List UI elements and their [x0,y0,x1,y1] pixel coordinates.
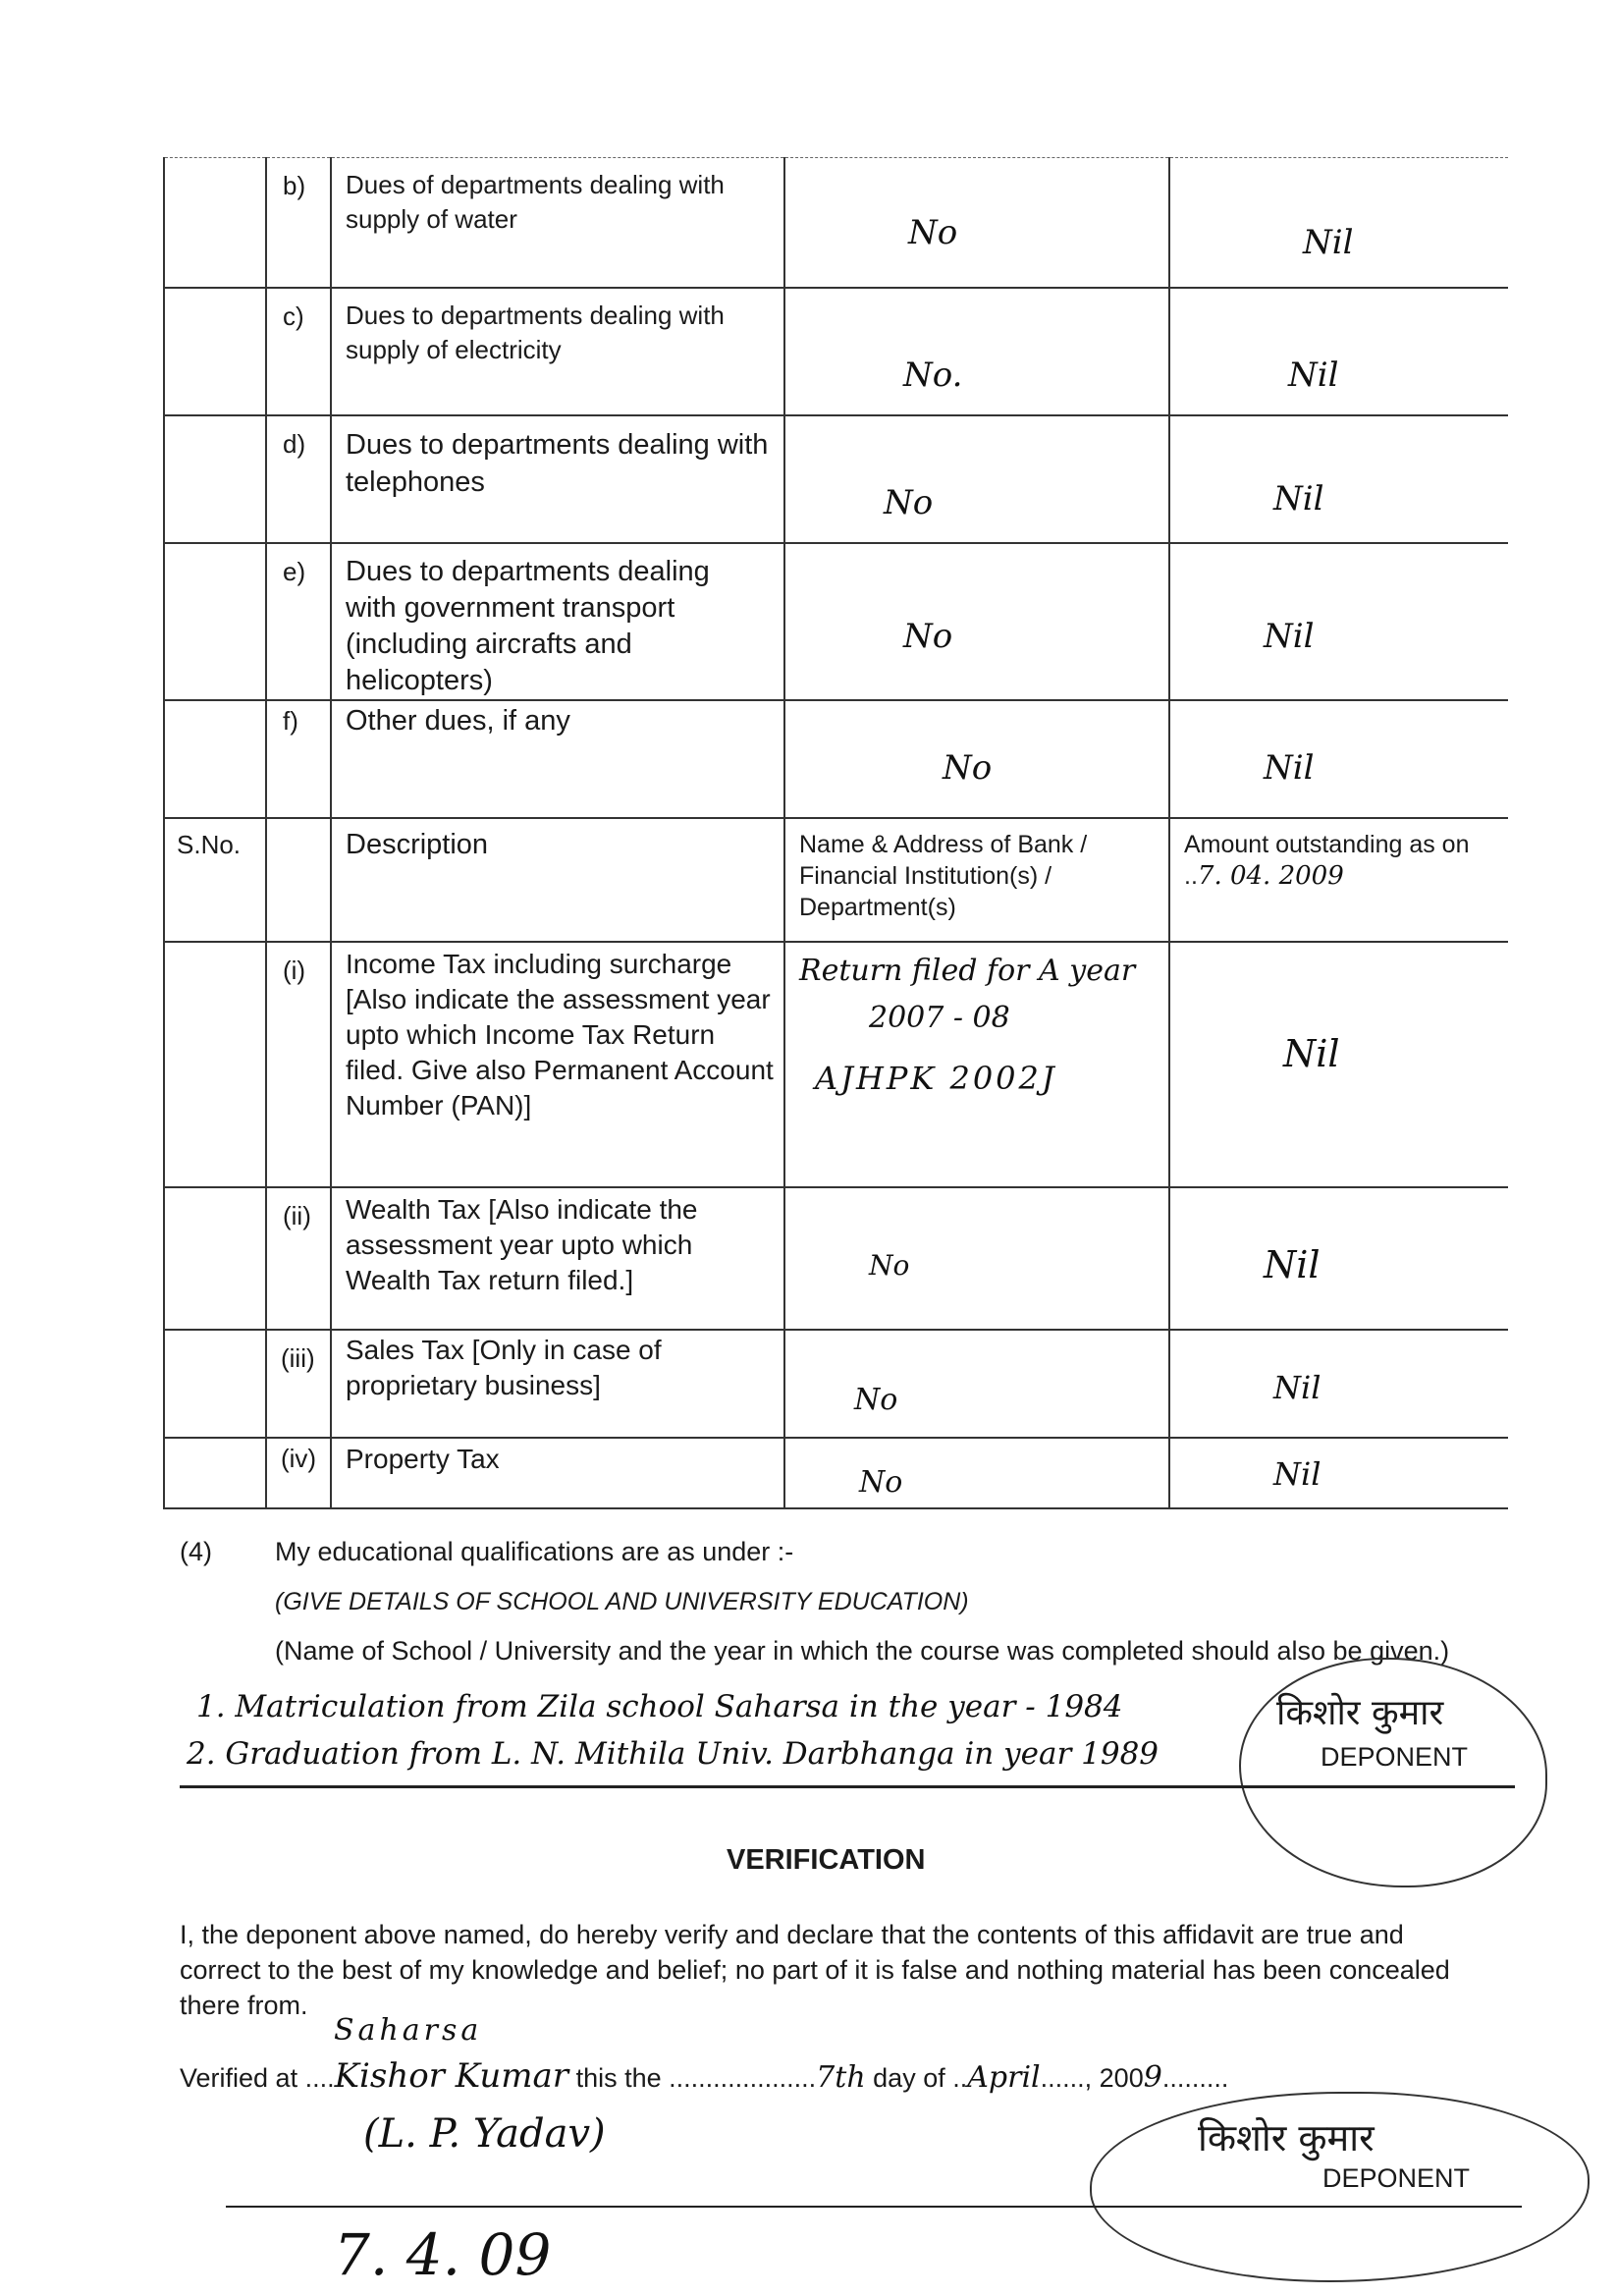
table-row: e) Dues to departments dealing with government transport (including aircrafts and helicopters) No Nil [164,543,1508,700]
hw-attestor: (L. P. Yadav) [363,2111,606,2157]
header-sno: S.No. [177,829,242,859]
header-amount: Amount outstanding as on ..7. 04. 2009 [1184,830,1470,891]
table-row: (iii) Sales Tax [Only in case of proprietary business] No Nil [164,1330,1508,1438]
table-row: f) Other dues, if any No Nil [164,700,1508,818]
table-row: (iv) Property Tax No Nil [164,1438,1508,1508]
table-row [164,158,1508,288]
hw-qualification-2: 2. Graduation from L. N. Mithila Univ. Darbhanga in year 1989 [187,1736,1160,1772]
deponent-label: DEPONENT [1322,2163,1471,2193]
cell-amount: Nil [1169,158,1508,288]
dues-table [163,157,1508,1509]
table-row: d) Dues to departments dealing with telephones No Nil [164,415,1508,543]
signature-hindi: किशोर कुमार [1276,1693,1444,1733]
hw-return-filed: Return filed for A year [799,953,1136,988]
table-row: c) Dues to departments dealing with supply of electricity No. Nil [164,288,1508,415]
table-header-row [164,818,1508,942]
cell-description: Dues of departments dealing with supply of water [331,158,784,288]
cell-empty [164,158,266,288]
deponent-label: DEPONENT [1321,1742,1469,1772]
hw-month: April [967,2060,1041,2095]
divider [180,1785,1515,1788]
header-bank: Name & Address of Bank / Financial Institution(s) / Department(s) [799,830,1088,921]
header-description: Description [346,828,489,860]
divider [226,2206,1522,2208]
hw-qualification-1: 1. Matriculation from Zila school Saharsa in the year - 1984 [196,1689,1123,1724]
hw-pan: AJHPK 2002J [815,1059,1057,1097]
verification-body: I, the deponent above named, do hereby verify and declare that the contents of this affidavit are true and correct to the best of my knowledge and belief; no part of it is false and nothing material has been concealed there from. [180,1920,1450,2020]
cell-bank: No [784,158,1169,288]
hw-year: 2007 - 08 [869,1000,1010,1035]
section-number: (4) [180,1537,212,1566]
signature-hindi: किशोर कुमार [1198,2116,1375,2159]
table-row: (i) Income Tax including surcharge [Also indicate the assessment year upto which Income Tax Return filed. Give also Permanent Account Number (PAN)] Return filed for A year 2007 - 08 AJHPK 2002J Nil [164,942,1508,1187]
hw-day: 7th [816,2060,866,2095]
education-instruction: (GIVE DETAILS OF SCHOOL AND UNIVERSITY EDUCATION) [275,1588,969,1615]
hw-place-above: Saharsa [334,2013,483,2048]
hw-place: Kishor Kumar [334,2056,569,2096]
verification-title: VERIFICATION [727,1844,926,1876]
verified-line: Verified at ....Kishor Kumar this the ....................7th day of ..April......, 2009......... [180,2056,1229,2096]
cell-letter: b) [266,158,331,288]
education-note: (Name of School / University and the year in which the course was completed should also be given.) [275,1636,1450,1666]
education-heading: My educational qualifications are as under :- [275,1537,794,1566]
table-row: (ii) Wealth Tax [Also indicate the assessment year upto which Wealth Tax return filed.] No Nil [164,1187,1508,1330]
hw-attest-date: 7. 4. 09 [334,2221,552,2288]
amount-date: 7. 04. 2009 [1197,860,1344,891]
hw-year-digit: 9 [1143,2060,1162,2095]
